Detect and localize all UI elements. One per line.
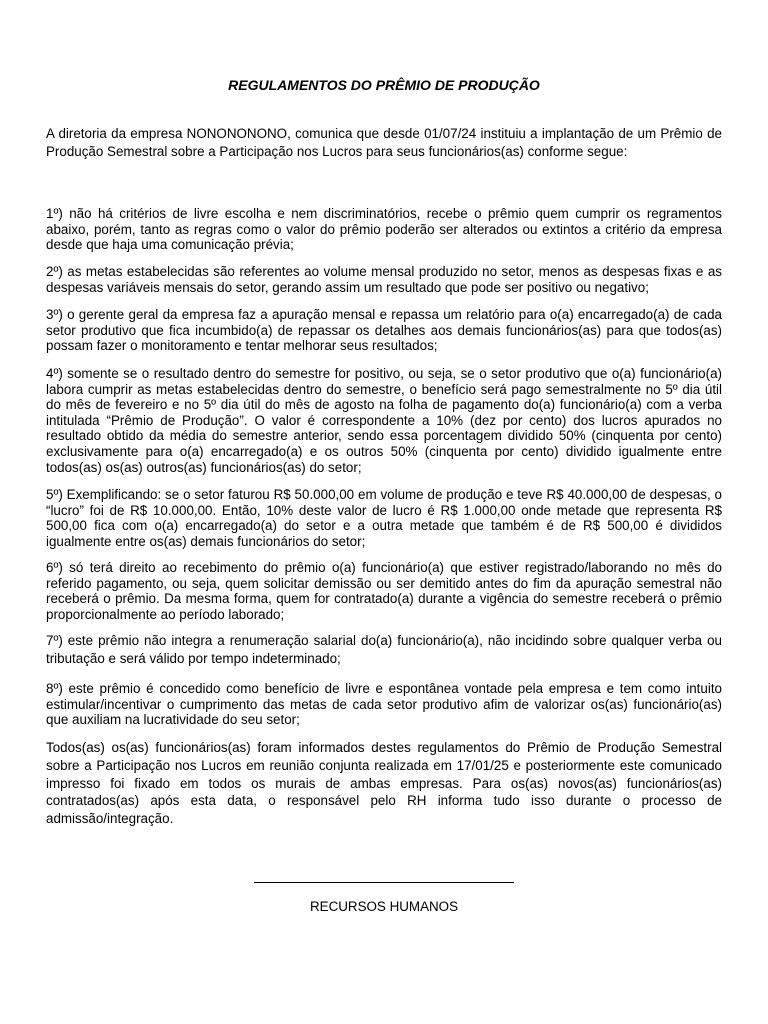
document-title: REGULAMENTOS DO PRÊMIO DE PRODUÇÃO bbox=[228, 77, 540, 93]
rule-item-5: 5º) Exemplificando: se o setor faturou R$ 50.000,00 em volume de produção e teve R$ 40.000,00 de despesas, o “lucro” foi de R$ 10.000,00. Então, 10% deste valor de lucro é R$ 1.000,00 onde metade que representa R$ 500,00 fica com o(a) encarregado(a) do setor e a outra metade que também é de R$ 500,00 é divididos igualmente entre os(as) demais funcionários do setor; bbox=[46, 487, 722, 549]
rule-item-8: 8º) este prêmio é concedido como benefício de livre e espontânea vontade pela empresa e tem como intuito estimular/incentivar o cumprimento das metas de cada setor produtivo afim de valorizar os(as) funcionário(as) que auxiliam na lucratividade do seu setor; bbox=[46, 681, 722, 728]
rule-item-1: 1º) não há critérios de livre escolha e nem discriminatórios, recebe o prêmio quem cumprir os regramentos abaixo, porém, tanto as regras como o valor do prêmio poderão ser alterados ou extintos a critério da empresa desde que haja uma comunicação prévia; bbox=[46, 206, 722, 253]
rule-item-4: 4º) somente se o resultado dentro do semestre for positivo, ou seja, se o setor produtivo que o(a) funcionário(a) labora cumprir as metas estabelecidas dentro do semestre, o benefício será pago semestralmente no 5º dia útil do mês de fevereiro e no 5º dia útil do mês de agosto na folha de pagamento do(a) funcionário(a) com a verba intitulada “Prêmio de Produção”. O valor é correspondente a 10% (dez por cento) dos lucros apurados no resultado obtido da média do semestre anterior, sendo essa porcentagem dividido 50% (cinquenta por cento) exclusivamente para o(a) encarregado(a) e os outros 50% (cinquenta por cento) dividido igualmente entre todos(as) os(as) outros(as) funcionários(as) do setor; bbox=[46, 366, 722, 475]
rule-item-6: 6º) só terá direito ao recebimento do prêmio o(a) funcionário(a) que estiver registrado/laborando no mês do referido pagamento, ou seja, quem solicitar demissão ou ser demitido antes do fim da apuração semestral não receberá o prêmio. Da mesma forma, quem for contratado(a) durante a vigência do semestre receberá o prêmio proporcionalmente ao período laborado; bbox=[46, 560, 722, 622]
intro-paragraph: A diretoria da empresa NONONONONO, comunica que desde 01/07/24 instituiu a implantação de um Prêmio de Produção Semestral sobre a Participação nos Lucros para seus funcionários(as) conforme segue: bbox=[46, 126, 722, 159]
closing-paragraph: Todos(as) os(as) funcionários(as) foram informados destes regulamentos do Prêmio de Produção Semestral sobre a Participação nos Lucros em reunião conjunta realizada em 17/01/25 e posteriormente este comunicado impresso foi fixado em todos os murais de ambas empresas. Para os(as) novos(as) funcionários(as) contratados(as) após esta data, o responsável pelo RH informa tudo isso durante o processo de admissão/integração. bbox=[46, 740, 722, 827]
rule-item-7: 7º) este prêmio não integra a renumeração salarial do(a) funcionário(a), não incidindo sobre qualquer verba ou tributação e será válido por tempo indeterminado; bbox=[46, 633, 722, 667]
rule-item-2: 2º) as metas estabelecidas são referentes ao volume mensal produzido no setor, menos as despesas fixas e as despesas variáveis mensais do setor, gerando assim um resultado que pode ser positivo ou negativo; bbox=[46, 264, 722, 295]
rule-item-3: 3º) o gerente geral da empresa faz a apuração mensal e repassa um relatório para o(a) encarregado(a) de cada setor produtivo que fica incumbido(a) de repassar os detalhes aos demais funcionários(as) para que todos(as) possam fazer o monitoramento e tentar melhorar seus resultados; bbox=[46, 307, 722, 354]
signature-label: RECURSOS HUMANOS bbox=[309, 899, 459, 914]
signature-line bbox=[254, 882, 514, 883]
